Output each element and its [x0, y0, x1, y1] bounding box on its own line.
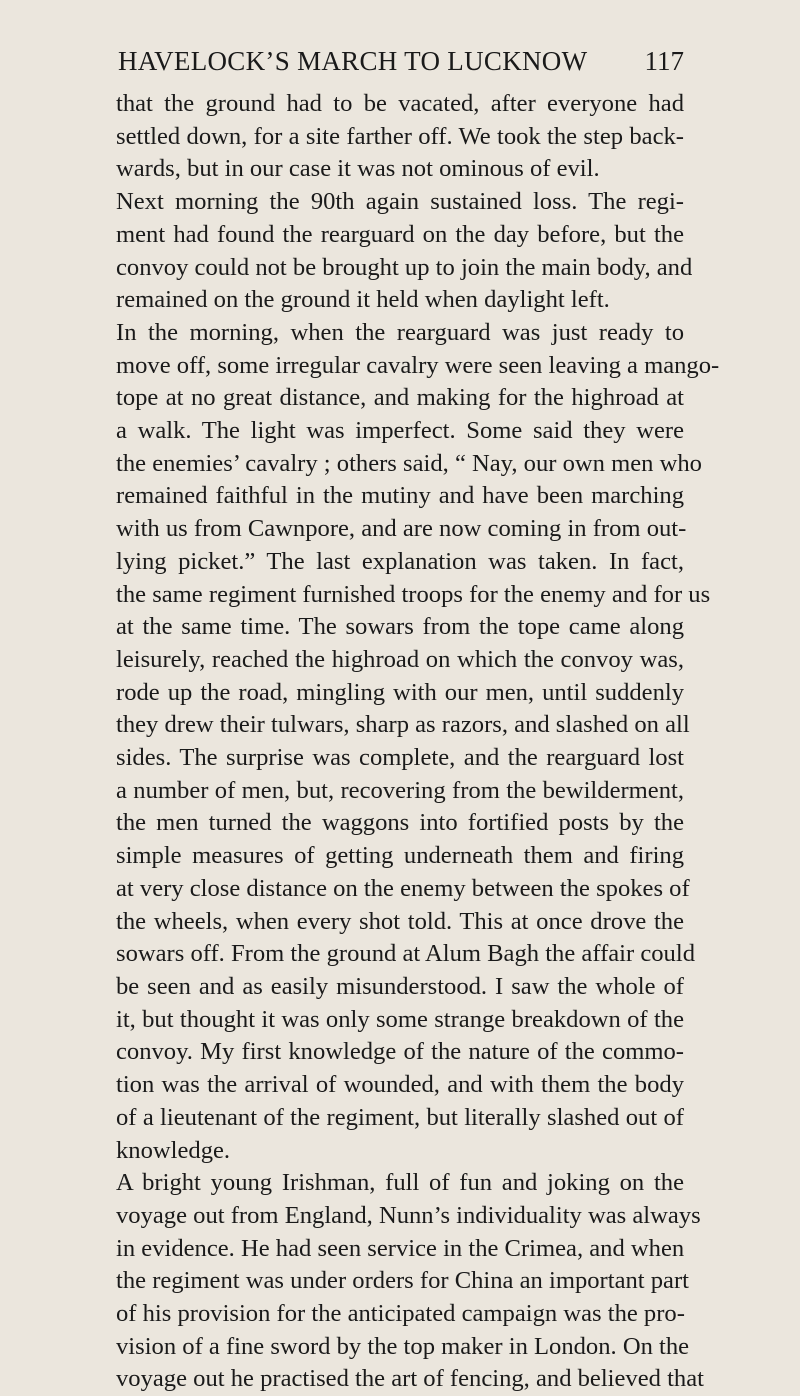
text-line: the enemies’ cavalry ; others said, “ Nay, our own men who	[116, 449, 702, 477]
text-line: it, but thought it was only some strange breakdown of the	[116, 1005, 684, 1033]
text-line: Next morning the 90th again sustained loss. The regi-	[116, 188, 684, 216]
text-line: voyage out he practised the art of fencing, and believed that	[116, 1365, 704, 1393]
text-line: sides. The surprise was complete, and the rearguard lost	[116, 744, 684, 772]
paragraph-3	[116, 317, 720, 1167]
text-line: of his provision for the anticipated campaign was the pro-	[116, 1300, 685, 1328]
text-line: of a lieutenant of the regiment, but literally slashed out of	[116, 1103, 684, 1131]
text-line: sowars off. From the ground at Alum Bagh the affair could	[116, 940, 695, 968]
text-line: with us from Cawnpore, and are now coming in from out-	[116, 515, 687, 543]
text-line: remained on the ground it held when daylight left.	[116, 286, 610, 314]
text-line: a walk. The light was imperfect. Some said they were	[116, 417, 684, 445]
text-line: be seen and as easily misunderstood. I saw the whole of	[116, 972, 684, 1000]
text-line: A bright young Irishman, full of fun and joking on the	[116, 1169, 684, 1197]
text-line: voyage out from England, Nunn’s individuality was always	[116, 1201, 701, 1229]
text-line: in evidence. He had seen service in the Crimea, and when	[116, 1234, 685, 1262]
text-line: settled down, for a site farther off. We took the step back-	[116, 122, 684, 150]
text-line: wards, but in our case it was not ominous of evil.	[116, 155, 600, 183]
running-title: HAVELOCK’S MARCH TO LUCKNOW	[118, 46, 588, 76]
text-line: move off, some irregular cavalry were seen leaving a mango-	[116, 351, 720, 379]
text-line: at the same time. The sowars from the tope came along	[116, 613, 684, 641]
body-text	[116, 88, 720, 1396]
text-line: simple measures of getting underneath them and firing	[116, 842, 684, 870]
paragraph-4	[116, 1167, 704, 1396]
paragraph-1	[116, 88, 684, 186]
text-line: convoy could not be brought up to join the main body, and	[116, 253, 693, 281]
text-line: leisurely, reached the highroad on which the convoy was,	[116, 645, 684, 673]
text-line: at very close distance on the enemy between the spokes of	[116, 874, 690, 902]
text-line: rode up the road, mingling with our men, until suddenly	[116, 678, 684, 706]
paragraph-2	[116, 186, 693, 317]
page-number: 117	[644, 46, 684, 76]
text-line: vision of a fine sword by the top maker in London. On the	[116, 1332, 690, 1360]
text-line: lying picket.” The last explanation was taken. In fact,	[116, 547, 684, 575]
text-line: a number of men, but, recovering from the bewilderment,	[116, 776, 684, 804]
text-line: the same regiment furnished troops for the enemy and for us	[116, 580, 711, 608]
text-line: that the ground had to be vacated, after everyone had	[116, 90, 684, 117]
text-line: convoy. My first knowledge of the nature of the commo-	[116, 1038, 684, 1066]
text-line: the men turned the waggons into fortified posts by the	[116, 809, 684, 837]
text-line: they drew their tulwars, sharp as razors, and slashed on all	[116, 711, 690, 739]
running-head	[116, 46, 684, 86]
text-line: knowledge.	[116, 1136, 231, 1164]
text-line: tion was the arrival of wounded, and with them the body	[116, 1071, 684, 1099]
text-line: the wheels, when every shot told. This at once drove the	[116, 907, 684, 935]
text-line: ment had found the rearguard on the day before, but the	[116, 220, 684, 248]
text-line: remained faithful in the mutiny and have been marching	[116, 482, 684, 510]
text-line: In the morning, when the rearguard was just ready to	[116, 318, 684, 346]
text-line: tope at no great distance, and making for the highroad at	[116, 384, 684, 412]
text-line: the regiment was under orders for China an important part	[116, 1267, 689, 1295]
